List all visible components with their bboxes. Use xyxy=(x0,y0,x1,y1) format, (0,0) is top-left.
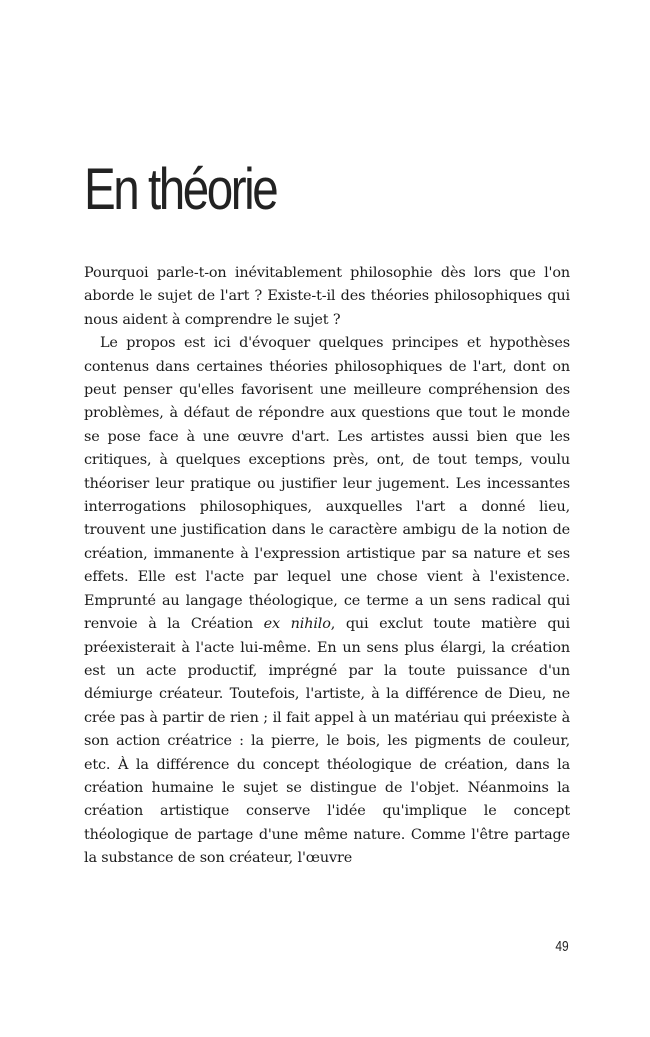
body-text xyxy=(84,262,570,871)
page-number: 49 xyxy=(555,938,569,955)
text-run: , qui exclut toute matière qui préexisterait à l'acte lui-même. En un sens plus élargi, la création est un acte productif, imprégné par la toute puissance d'un démiurge créateur. Toutefois, l'artiste, à la différence de Dieu, ne crée pas à partir de rien ; il fait appel à un matériau qui préexiste à son action créatrice : la pierre, le bois, les pigments de couleur, etc. À la différence du concept théologique de création, dans la création humaine le sujet se distingue de l'objet. Néanmoins la création artistique conserve l'idée qu'implique le concept théologique de partage d'une même nature. Comme l'être partage la substance de son créateur, l'œuvre xyxy=(84,616,571,867)
text-run: Le propos est ici d'évoquer quelques principes et hypothèses contenus dans certaines théories philosophiques de l'art, dont on peut penser qu'elles favorisent une meilleure compréhension des problèmes, à défaut de répondre aux questions que tout le monde se pose face à une œuvre d'art. Les artistes aussi bien que les critiques, à quelques exceptions près, ont, de tout temps, voulu théoriser leur pratique ou justifier leur jugement. Les incessantes interrogations philosophiques, auxquelles l'art a donné lieu, trouvent une justification dans le caractère ambigu de la notion de création, immanente à l'expression artistique par sa nature et ses effets. Elle est l'acte par lequel une chose vient à l'existence. Emprunté au langage théologique, ce terme a un sens radical qui renvoie à la Création xyxy=(84,335,570,633)
paragraph-2 xyxy=(84,332,570,870)
paragraph-1 xyxy=(84,262,570,332)
italic-term: ex nihilo xyxy=(263,616,331,633)
chapter-heading: En théorie xyxy=(84,157,277,222)
text-run: Pourquoi parle-t-on inévitablement philosophie dès lors que l'on aborde le sujet de l'art ? Existe-t-il des théories philosophiques qui nous aident à comprendre le sujet ? xyxy=(84,265,570,328)
